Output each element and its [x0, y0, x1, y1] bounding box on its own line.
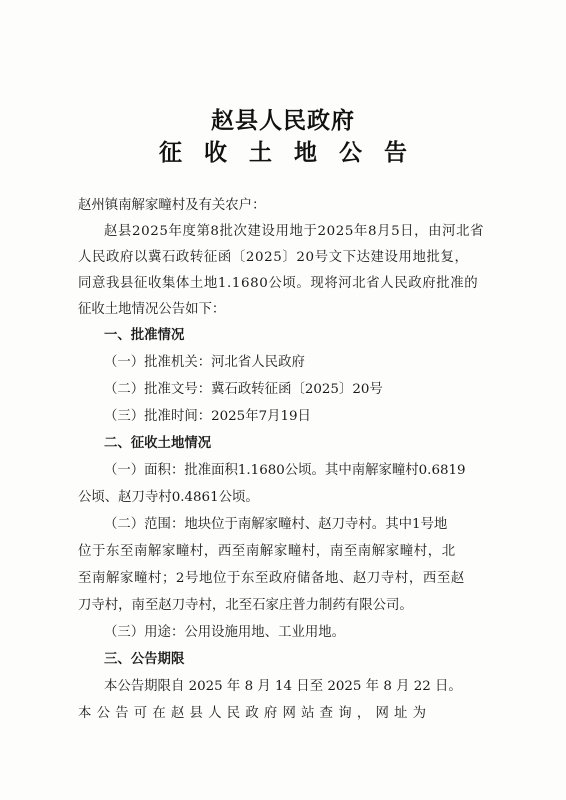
scope-line: 至南解家疃村；2号地位于东至政府储备地、赵刀寺村，西至赵: [78, 571, 465, 586]
area-line: （一）面积：批准面积1.1680公顷。其中南解家疃村0.6819: [104, 463, 466, 478]
intro-line: 赵县2025年度第8批次建设用地于2025年8月5日，由河北省: [104, 224, 485, 239]
section-heading: 三、公告期限: [104, 652, 185, 667]
scope-line: 刀寺村，南至赵刀寺村，北至石家庄普力制药有限公司。: [78, 598, 413, 613]
issuing-authority: 赵县人民政府: [211, 108, 355, 134]
approval-item: （三）批准时间：2025年7月19日: [104, 409, 311, 424]
section-heading: 二、征收土地情况: [104, 436, 212, 451]
period-line: 本公告期限自 2025 年 8 月 14 日至 2025 年 8 月 22 日。: [104, 679, 462, 694]
approval-item: （二）批准文号：冀石政转征函〔2025〕20号: [104, 382, 383, 397]
scope-line: 位于东至南解家疃村，西至南解家疃村，南至南解家疃村，北: [78, 544, 456, 559]
addressee: 赵州镇南解家疃村及有关农户：: [78, 198, 266, 213]
scope-line: （二）范围：地块位于南解家疃村、赵刀寺村。其中1号地: [104, 517, 448, 532]
intro-line: 征收土地情况公告如下：: [78, 302, 226, 317]
intro-line: 同意我县征收集体土地1.1680公顷。现将河北省人民政府批准的: [78, 276, 479, 291]
approval-item: （一）批准机关：河北省人民政府: [104, 355, 305, 370]
area-line: 公顷、赵刀寺村0.4861公顷。: [78, 490, 259, 505]
document-title: 征收土地公告: [159, 140, 429, 166]
use-line: （三）用途：公用设施用地、工业用地。: [104, 625, 346, 640]
section-heading: 一、批准情况: [104, 328, 185, 343]
website-line: 本公告可在赵县人民政府网站查询，网址为: [78, 706, 432, 721]
intro-line: 人民政府以冀石政转征函〔2025〕20号文下达建设用地批复，: [78, 250, 469, 265]
